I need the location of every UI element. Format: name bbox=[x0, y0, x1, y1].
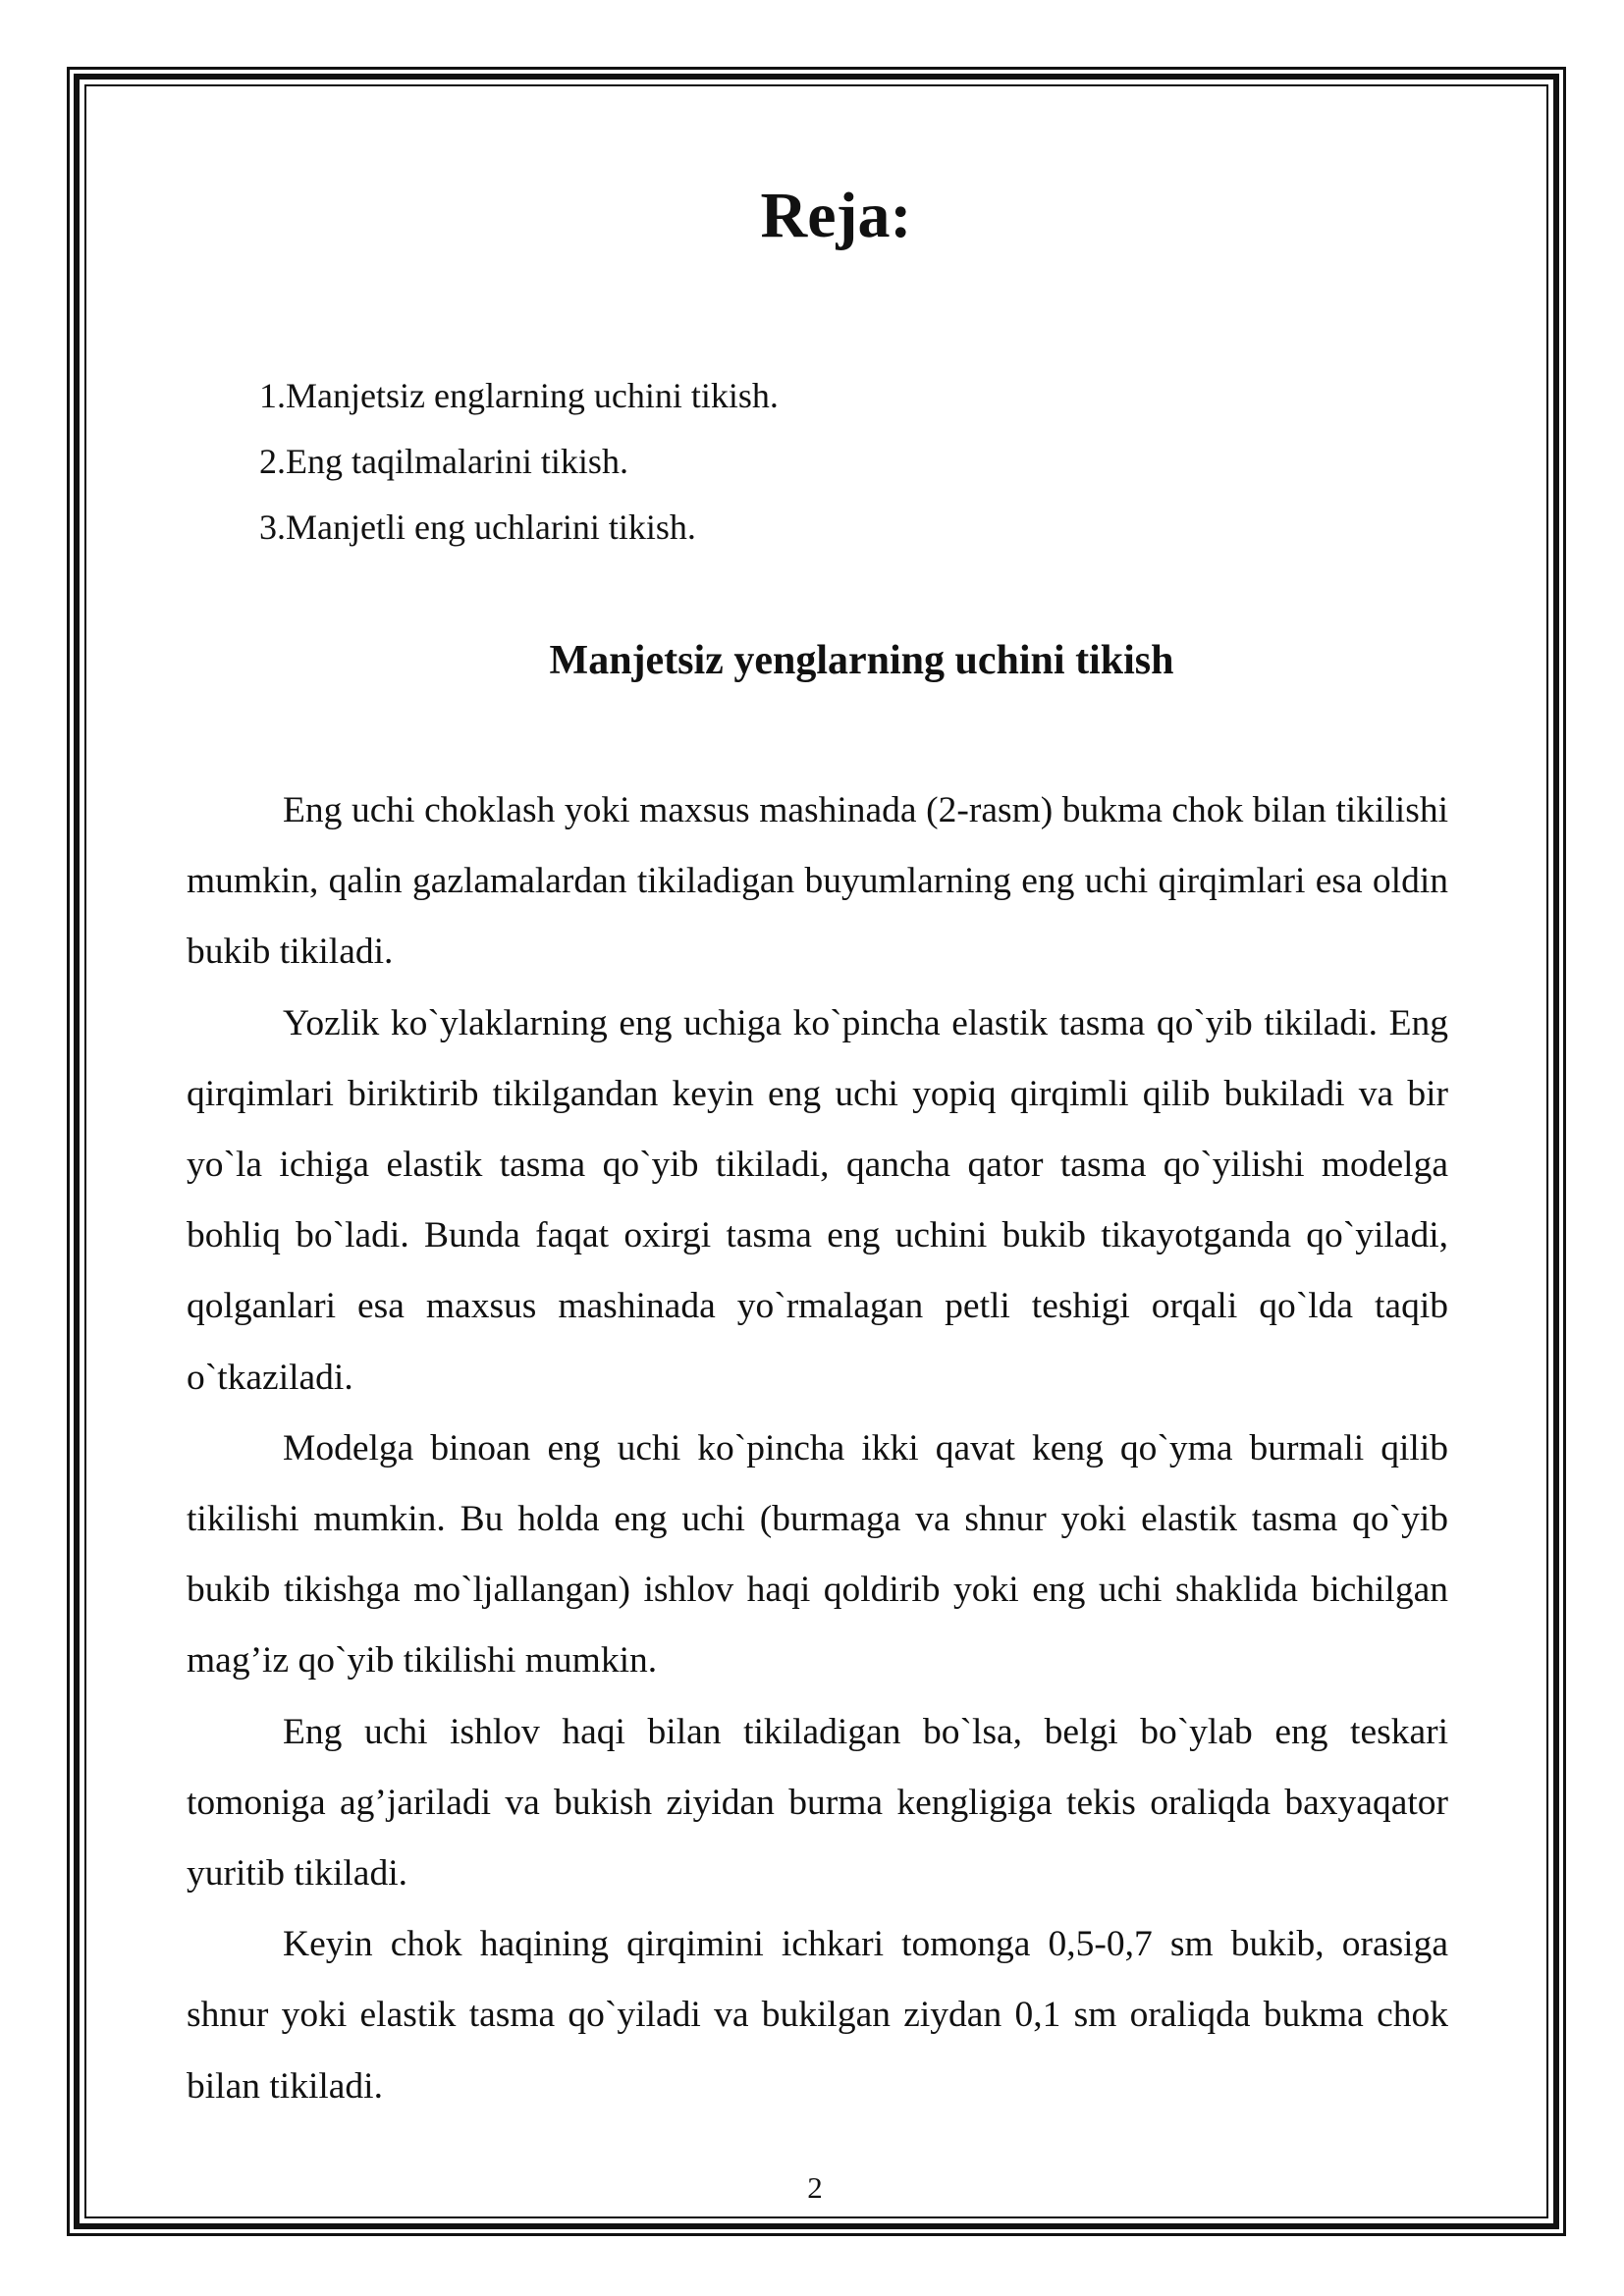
plan-item: 3.Manjetli eng uchlarini tikish. bbox=[259, 507, 696, 547]
paragraph: Eng uchi ishlov haqi bilan tikiladigan bo`lsa, belgi bo`ylab eng teskari tomoniga ag’jariladi va bukish ziyidan burma kengligiga tekis oraliqda baxyaqator yuritib tikiladi. bbox=[187, 1711, 1448, 1895]
paragraph: Keyin chok haqining qirqimini ichkari tomonga 0,5-0,7 sm bukib, orasiga shnur yoki elastik tasma qo`yiladi va bukilgan ziydan 0,1 sm oraliqda bukma chok bilan tikiladi. bbox=[187, 1924, 1448, 2107]
page-title: Reja: bbox=[760, 180, 912, 251]
paragraph: Eng uchi choklash yoki maxsus mashinada (2-rasm) bukma chok bilan tikilishi mumkin, qalin gazlamalardan tikiladigan buyumlarning eng uchi qirqimlari esa oldin bukib tikiladi. bbox=[187, 790, 1448, 973]
body-text bbox=[187, 775, 1448, 2122]
section-heading: Manjetsiz yenglarning uchini tikish bbox=[549, 638, 1174, 683]
plan-list bbox=[259, 363, 779, 561]
paragraph: Modelga binoan eng uchi ko`pincha ikki qavat keng qo`yma burmali qilib tikilishi mumkin. Bu holda eng uchi (burmaga va shnur yoki elastik tasma qo`yib bukib tikishga mo`ljallangan) ishlov haqi qoldirib yoki eng uchi shaklida bichilgan mag’iz qo`yib tikilishi mumkin. bbox=[187, 1427, 1448, 1682]
page-number: 2 bbox=[807, 2170, 823, 2205]
plan-item: 1.Manjetsiz englarning uchini tikish. bbox=[259, 376, 779, 415]
plan-item: 2.Eng taqilmalarini tikish. bbox=[259, 442, 628, 481]
paragraph: Yozlik ko`ylaklarning eng uchiga ko`pincha elastik tasma qo`yib tikiladi. Eng qirqimlari biriktirib tikilgandan keyin eng uchi yopiq qirqimli qilib bukiladi va bir yo`la ichiga elastik tasma qo`yib tikiladi, qancha qator tasma qo`yilishi modelga bohliq bo`ladi. Bunda faqat oxirgi tasma eng uchini bukib tikayotganda qo`yiladi, qolganlari esa maxsus mashinada yo`rmalagan petli teshigi orqali qo`lda taqib o`tkaziladi. bbox=[187, 1002, 1448, 1398]
